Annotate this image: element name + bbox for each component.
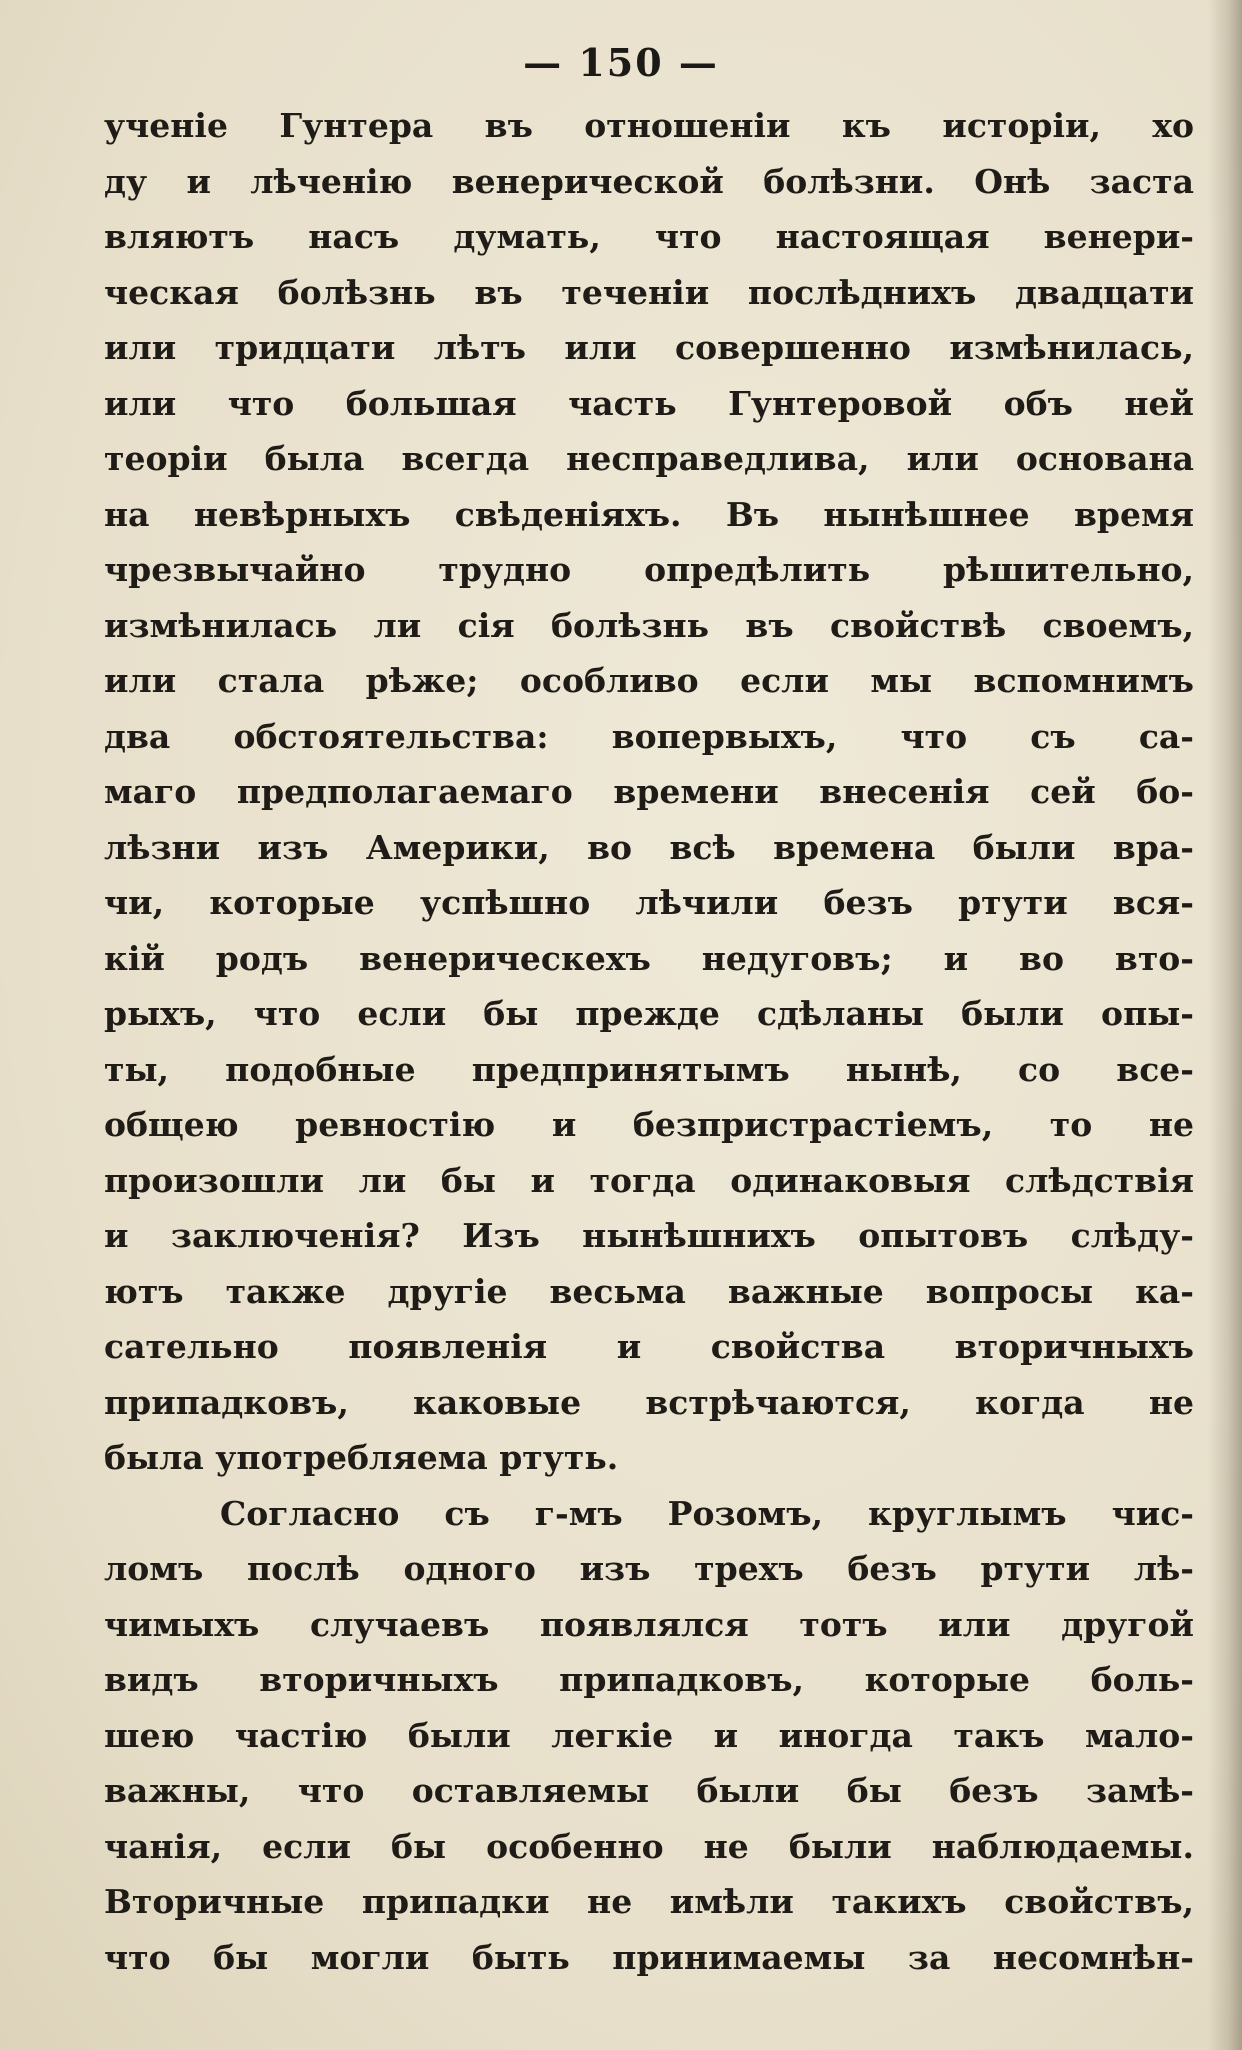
text-line-29: видъ вторичныхъ припадковъ, которые боль- (104, 1660, 1194, 1699)
text-line-8: на невѣрныхъ свѣденіяхъ. Въ нынѣшнее время (104, 494, 1194, 534)
text-line-10: измѣнилась ли сія болѣзнь въ свойствѣ своемъ, (104, 605, 1194, 645)
text-line-11: или стала рѣже; особливо если мы вспомнимъ (104, 661, 1194, 700)
text-line-22: ютъ также другіе весьма важные вопросы ка- (104, 1271, 1194, 1311)
text-line-20: произошли ли бы и тогда одинаковыя слѣдствія (104, 1160, 1194, 1200)
text-line-15: чи, которые успѣшно лѣчили безъ ртути вся- (104, 883, 1194, 922)
text-line-13: маго предполагаемаго времени внесенія сей бо- (104, 772, 1194, 811)
text-line-28: чимыхъ случаевъ появлялся тотъ или другой (104, 1604, 1194, 1644)
page-gutter-shadow (1208, 0, 1242, 2050)
text-line-30: шею частію были легкіе и иногда такъ мало- (104, 1715, 1194, 1755)
text-line-23: сательно появленія и свойства вторичныхъ (104, 1327, 1194, 1366)
text-line-26: Согласно съ г-мъ Розомъ, круглымъ чис- (220, 1493, 1194, 1533)
text-line-1: ученіе Гунтера въ отношеніи къ исторіи, хо (104, 106, 1194, 145)
text-line-18: ты, подобные предпринятымъ нынѣ, со все- (104, 1049, 1194, 1089)
text-line-24: припадковъ, каковые встрѣчаются, когда не (104, 1382, 1194, 1422)
text-line-9: чрезвычайно трудно опредѣлить рѣшительно, (104, 550, 1194, 589)
text-line-32: чанія, если бы особенно не были наблюдаемы. (104, 1826, 1194, 1866)
text-line-2: ду и лѣченію венерической болѣзни. Онѣ заста (104, 161, 1194, 201)
text-line-19: общею ревностію и безпристрастіемъ, то не (104, 1105, 1194, 1144)
text-line-3: вляютъ насъ думать, что настоящая венери- (104, 217, 1194, 256)
text-line-34: что бы могли быть принимаемы за несомнѣн- (104, 1937, 1194, 1977)
text-line-16: кій родъ венерическехъ недуговъ; и во вто- (104, 938, 1194, 978)
text-line-6: или что большая часть Гунтеровой объ ней (104, 383, 1194, 423)
text-line-21: и заключенія? Изъ нынѣшнихъ опытовъ слѣду- (104, 1216, 1194, 1255)
page-number-header: — 150 — (523, 40, 719, 85)
text-line-5: или тридцати лѣтъ или совершенно измѣнилась, (104, 328, 1194, 367)
text-line-27: ломъ послѣ одного изъ трехъ безъ ртути лѣ- (104, 1549, 1194, 1588)
text-line-31: важны, что оставляемы были бы безъ замѣ- (104, 1771, 1194, 1810)
text-line-4: ческая болѣзнь въ теченіи послѣднихъ двадцати (104, 272, 1194, 312)
body-text (104, 98, 1194, 1985)
text-line-17: рыхъ, что если бы прежде сдѣланы были опы- (104, 994, 1194, 1033)
text-line-7: теоріи была всегда несправедлива, или основана (104, 439, 1194, 478)
text-line-25: была употребляема ртуть. (104, 1438, 619, 1477)
text-line-12: два обстоятельства: вопервыхъ, что съ са- (104, 716, 1194, 756)
text-line-33: Вторичные припадки не имѣли такихъ свойствъ, (104, 1882, 1194, 1921)
text-line-14: лѣзни изъ Америки, во всѣ времена были вра- (104, 827, 1194, 867)
